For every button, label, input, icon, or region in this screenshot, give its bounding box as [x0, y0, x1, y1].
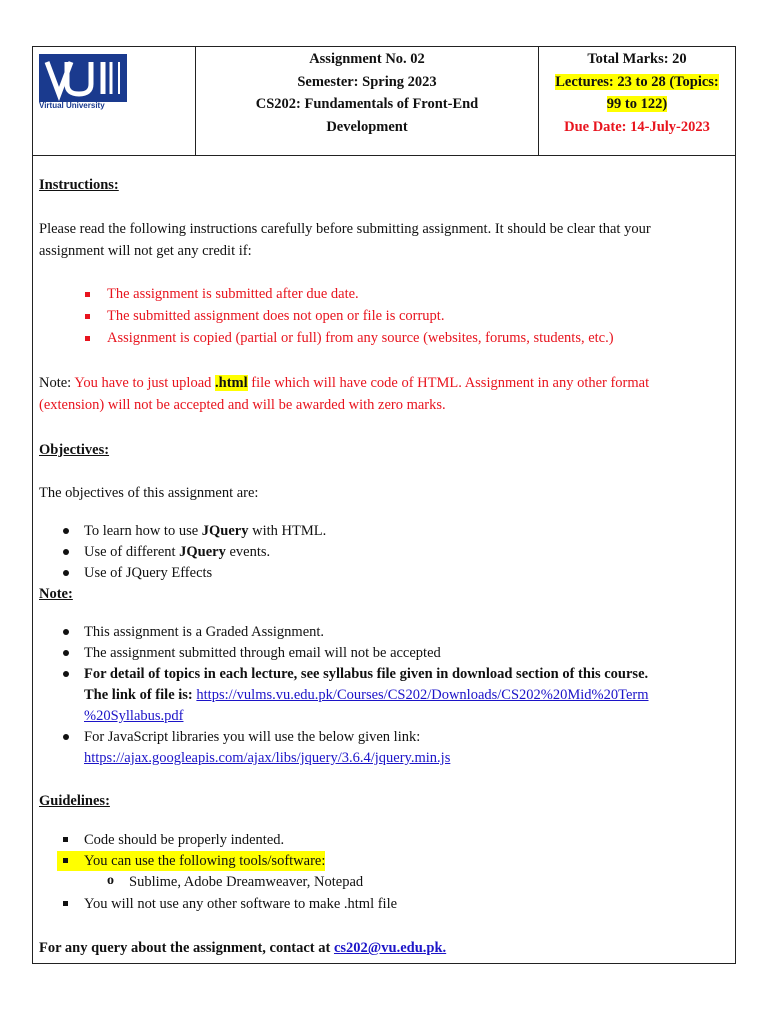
bullet-icon [63, 837, 68, 842]
guidelines-heading: Guidelines: [39, 793, 110, 809]
bullet-icon [63, 570, 69, 576]
contact-line: For any query about the assignment, contact at cs202@vu.edu.pk. [39, 940, 447, 956]
bullet-icon [85, 314, 90, 319]
instructions-note-2: (extension) will not be accepted and will be awarded with zero marks. [39, 397, 446, 413]
instructions-intro-1: Please read the following instructions carefully before submitting assignment. It should be clear that your [39, 221, 651, 237]
total-marks: Total Marks: 20 [587, 51, 687, 67]
bullet-icon [63, 650, 69, 656]
bullet-icon [85, 292, 90, 297]
note-item: For detail of topics in each lecture, see syllabus file given in download section of this course. [84, 666, 649, 682]
sub-bullet-icon: o [107, 873, 114, 888]
bullet-icon [63, 629, 69, 635]
note-item-link-cont [84, 706, 183, 726]
syllabus-link-cont[interactable]: %20Syllabus.pdf [84, 708, 184, 724]
instruction-item: Assignment is copied (partial or full) from any source (websites, forums, students, etc.) [107, 330, 614, 346]
guideline-item: You will not use any other software to make .html file [84, 896, 398, 912]
note-item-link: The link of file is: https://vulms.vu.edu.pk/Courses/CS202/Downloads/CS202%20Mid%20Term [84, 687, 649, 703]
bullet-icon [63, 528, 69, 534]
instructions-heading: Instructions: [39, 177, 119, 193]
objectives-heading: Objectives: [39, 442, 110, 458]
assignment-number: Assignment No. 02 [309, 51, 425, 67]
guideline-item: Code should be properly indented. [84, 832, 285, 848]
marks-cell [539, 47, 735, 155]
instruction-item: The submitted assignment does not open or file is corrupt. [107, 308, 445, 324]
due-date: Due Date: 14-July-2023 [564, 118, 710, 135]
instructions-intro-2: assignment will not get any credit if: [39, 243, 252, 259]
course-line-2: Development [326, 118, 408, 135]
bullet-icon [63, 901, 68, 906]
html-extension: .html [215, 375, 248, 391]
logo-cell [33, 47, 196, 155]
course-line-1: CS202: Fundamentals of Front-End [255, 96, 479, 112]
objective-item: Use of different JQuery events. [84, 544, 271, 560]
syllabus-link[interactable]: https://vulms.vu.edu.pk/Courses/CS202/Downloads/CS202%20Mid%20Term [196, 687, 649, 703]
instruction-item: The assignment is submitted after due date. [107, 286, 359, 302]
guideline-item-highlight: You can use the following tools/software: [57, 851, 325, 871]
note-heading: Note: [39, 586, 73, 602]
assignment-page [32, 46, 736, 964]
logo-caption: Virtual University [39, 101, 105, 110]
guideline-sub-item: Sublime, Adobe Dreamweaver, Notepad [129, 874, 364, 890]
bullet-icon [85, 336, 90, 341]
bullet-icon [63, 734, 69, 740]
lectures-line-2: 99 to 122) [606, 96, 668, 112]
note-item: The assignment submitted through email will not be accepted [84, 645, 441, 661]
objectives-intro: The objectives of this assignment are: [39, 485, 259, 501]
note-item-link [84, 748, 450, 768]
bullet-icon [63, 671, 69, 677]
instructions-note-1: Note: You have to just upload .html file which will have code of HTML. Assignment in any other format [39, 375, 650, 391]
title-cell [196, 47, 539, 155]
objective-item: Use of JQuery Effects [84, 565, 213, 581]
note-item: For JavaScript libraries you will use the below given link: [84, 729, 421, 745]
semester: Semester: Spring 2023 [297, 73, 437, 90]
objective-item: To learn how to use JQuery with HTML. [84, 523, 327, 539]
contact-email-link[interactable]: cs202@vu.edu.pk. [333, 940, 447, 956]
header-table [33, 47, 735, 156]
lectures-line-1: Lectures: 23 to 28 (Topics: [555, 73, 719, 90]
jquery-link[interactable]: https://ajax.googleapis.com/ajax/libs/jquery/3.6.4/jquery.min.js [84, 750, 451, 766]
note-item: This assignment is a Graded Assignment. [84, 624, 325, 640]
bullet-icon [63, 858, 68, 863]
bullet-icon [63, 549, 69, 555]
